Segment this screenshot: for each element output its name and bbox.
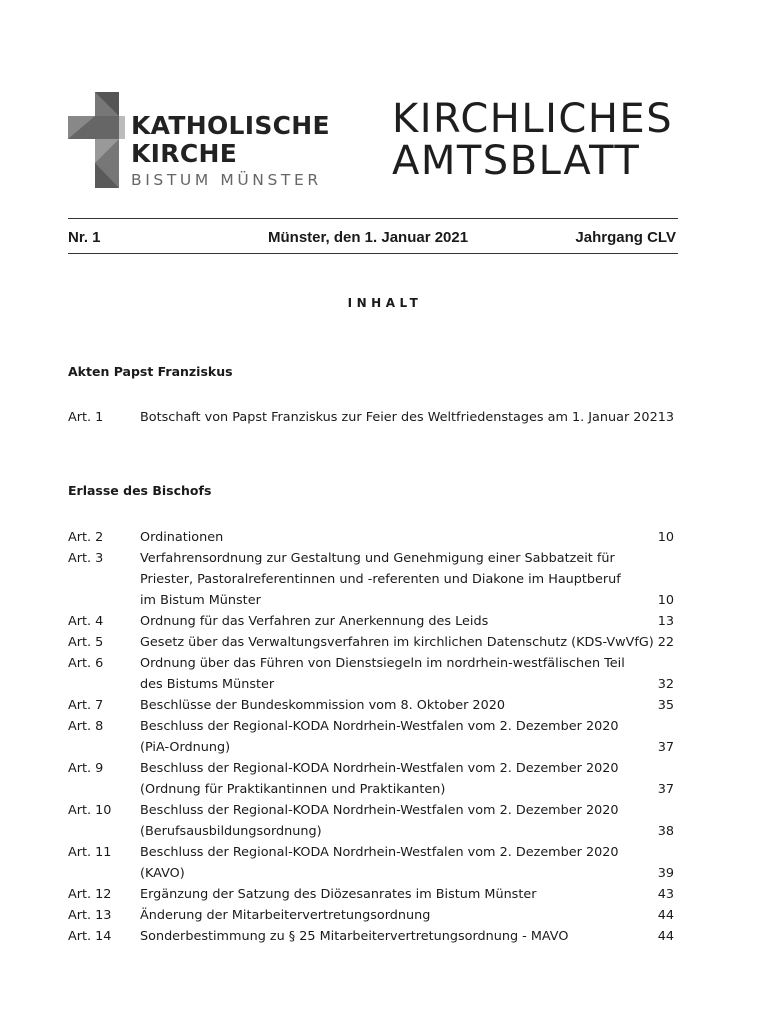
section-heading: Akten Papst Franziskus (68, 364, 233, 379)
toc-entry (68, 926, 678, 947)
article-title (140, 884, 645, 905)
page-number: 13 (657, 614, 674, 629)
toc-entry (68, 695, 678, 716)
article-title-line: (KAVO) (140, 866, 185, 881)
article-title-line: (Ordnung für Praktikantinnen und Praktikanten) (140, 782, 446, 797)
article-title-line: Ergänzung der Satzung des Diözesanrates im Bistum Münster (140, 887, 537, 902)
volume: Jahrgang CLV (575, 229, 676, 246)
article-title (140, 527, 645, 548)
article-number: Art. 9 (68, 761, 104, 776)
toc-entry (68, 527, 678, 548)
article-title (140, 611, 645, 632)
article-title (140, 695, 645, 716)
logo-line-3: BISTUM MÜNSTER (131, 171, 322, 189)
article-title-line: des Bistums Münster (140, 677, 275, 692)
title-line-2: AMTSBLATT (392, 138, 641, 184)
article-title-line: Priester, Pastoralreferentinnen und -referenten und Diakone im Hauptberuf (140, 572, 621, 587)
article-title-line: Gesetz über das Verwaltungsverfahren im kirchlichen Datenschutz (KDS-VwVfG) (140, 635, 654, 650)
article-title (140, 716, 645, 758)
page-number: 22 (657, 635, 674, 650)
article-title-line: Botschaft von Papst Franziskus zur Feier des Weltfriedenstages am 1. Januar 2021 (140, 410, 666, 425)
article-title-line: Verfahrensordnung zur Gestaltung und Genehmigung einer Sabbatzeit für (140, 551, 615, 566)
article-number: Art. 5 (68, 635, 104, 650)
article-number: Art. 8 (68, 719, 104, 734)
page-number: 35 (657, 698, 674, 713)
section-heading: Erlasse des Bischofs (68, 483, 212, 498)
toc-entry (68, 842, 678, 884)
article-title (140, 632, 654, 653)
article-title (140, 407, 666, 428)
logo-line-2: KIRCHE (131, 139, 238, 168)
toc-entry (68, 800, 678, 842)
article-title-line: Ordnung über das Führen von Dienstsiegeln im nordrhein-westfälischen Teil (140, 656, 625, 671)
cross-logo-icon (68, 92, 125, 188)
page-number: 3 (665, 410, 674, 425)
toc-entry (68, 716, 678, 758)
article-number: Art. 1 (68, 410, 104, 425)
contents-heading: INHALT (347, 296, 423, 310)
article-title (140, 926, 645, 947)
place-date: Münster, den 1. Januar 2021 (268, 229, 469, 246)
article-number: Art. 6 (68, 656, 104, 671)
article-number: Art. 11 (68, 845, 112, 860)
article-number: Art. 14 (68, 929, 112, 944)
article-title-line: (Berufsausbildungsordnung) (140, 824, 322, 839)
toc-entry (68, 884, 678, 905)
article-title-line: Beschluss der Regional-KODA Nordrhein-Westfalen vom 2. Dezember 2020 (140, 719, 619, 734)
toc-entry (68, 905, 678, 926)
toc-entry (68, 407, 678, 428)
page-number: 10 (657, 593, 674, 608)
article-number: Art. 3 (68, 551, 104, 566)
page-number: 37 (657, 740, 674, 755)
article-number: Art. 2 (68, 530, 104, 545)
article-title-line: im Bistum Münster (140, 593, 261, 608)
page-number: 43 (657, 887, 674, 902)
article-title (140, 905, 645, 926)
article-number: Art. 13 (68, 908, 112, 923)
article-number: Art. 7 (68, 698, 104, 713)
toc-entry (68, 548, 678, 611)
header-top-rule (68, 218, 678, 219)
article-number: Art. 4 (68, 614, 104, 629)
page-number: 10 (657, 530, 674, 545)
article-number: Art. 12 (68, 887, 112, 902)
article-title (140, 653, 645, 695)
toc-entry (68, 758, 678, 800)
article-title-line: Beschlüsse der Bundeskommission vom 8. Oktober 2020 (140, 698, 505, 713)
article-title (140, 758, 645, 800)
page-number: 39 (657, 866, 674, 881)
toc-entry (68, 632, 678, 653)
toc-entry (68, 611, 678, 632)
article-title-line: (PiA-Ordnung) (140, 740, 231, 755)
article-number: Art. 10 (68, 803, 112, 818)
article-title (140, 800, 645, 842)
page-number: 44 (657, 929, 674, 944)
article-title (140, 842, 645, 884)
article-title-line: Beschluss der Regional-KODA Nordrhein-Westfalen vom 2. Dezember 2020 (140, 803, 619, 818)
publication-title (392, 98, 673, 182)
article-title-line: Änderung der Mitarbeitervertretungsordnung (140, 908, 431, 923)
header-bottom-rule (68, 253, 678, 254)
title-line-1: KIRCHLICHES (392, 96, 674, 142)
article-title-line: Beschluss der Regional-KODA Nordrhein-Westfalen vom 2. Dezember 2020 (140, 761, 619, 776)
logo-line-1: KATHOLISCHE (131, 111, 330, 140)
article-title (140, 548, 645, 611)
page-number: 32 (657, 677, 674, 692)
logo-wordmark (131, 112, 330, 189)
page-number: 38 (657, 824, 674, 839)
article-title-line: Ordnung für das Verfahren zur Anerkennung des Leids (140, 614, 489, 629)
article-title-line: Ordinationen (140, 530, 224, 545)
issue-number: Nr. 1 (68, 229, 101, 246)
toc-entry (68, 653, 678, 695)
page-number: 37 (657, 782, 674, 797)
page-number: 44 (657, 908, 674, 923)
article-title-line: Sonderbestimmung zu § 25 Mitarbeitervertretungsordnung - MAVO (140, 929, 569, 944)
article-title-line: Beschluss der Regional-KODA Nordrhein-Westfalen vom 2. Dezember 2020 (140, 845, 619, 860)
